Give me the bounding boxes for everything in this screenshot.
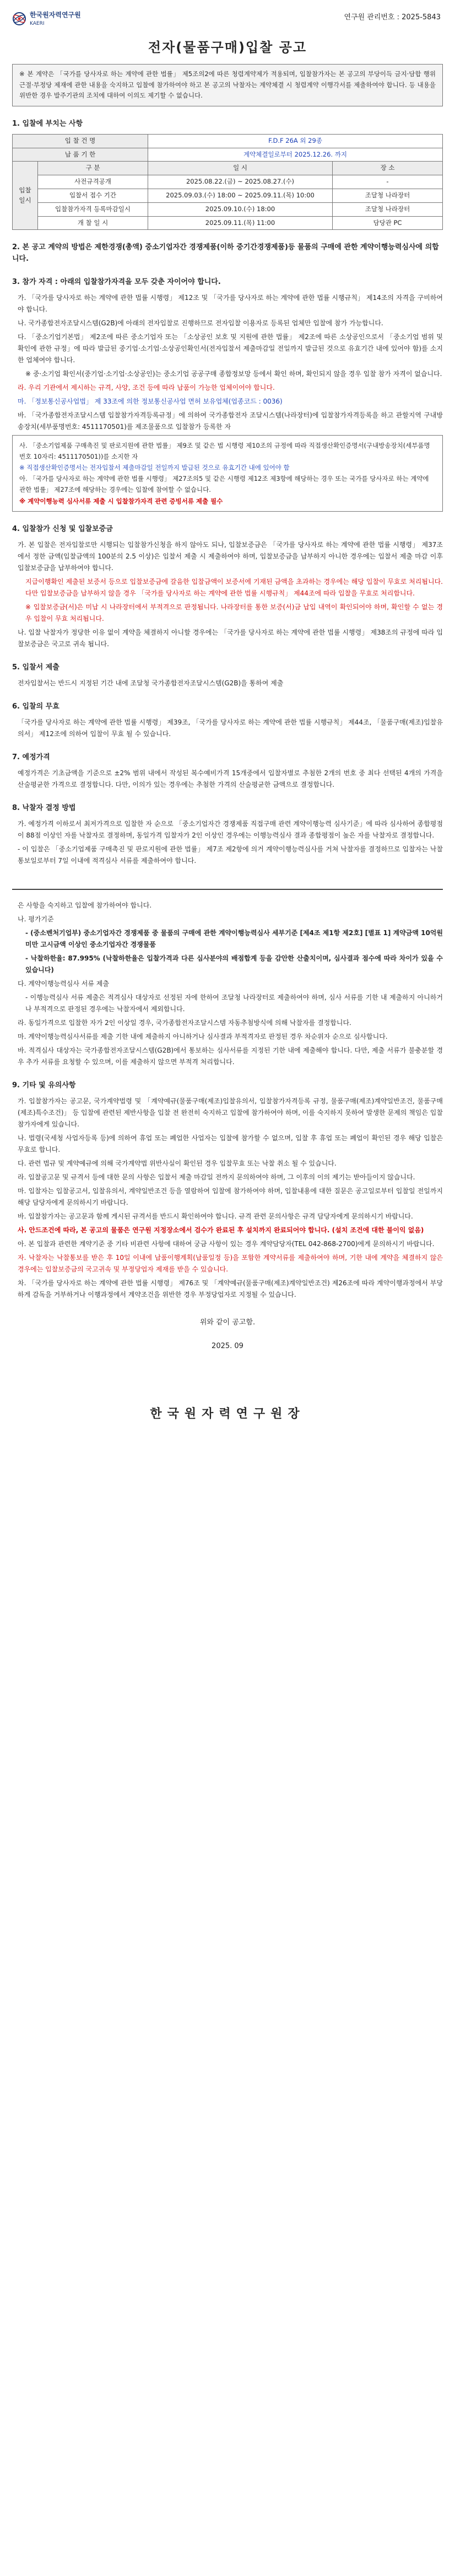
sec3box-p1a: ※ 직접생산확인증명서는 전자입찰서 제출마감일 전일까지 발급된 것으로 유효기간 내에 있어야 함 [19, 464, 290, 472]
sec8b-p4: 마. 계약이행능력심사서류를 제출 기한 내에 제출하지 아니하거나 심사결과 부적격자로 판정된 경우 차순위자 순으로 심사합니다. [18, 1033, 388, 1041]
sec6-title: 6. 입찰의 무효 [12, 702, 59, 711]
sec8b-p3: 라. 동일가격으로 입찰한 자가 2인 이상일 경우, 국가종합전자조달시스템 자동추첨방식에 의해 낙찰자를 결정합니다. [18, 1019, 351, 1027]
row-kind: 입찰서 접수 기간 [38, 189, 148, 203]
header [0, 0, 455, 61]
sec3-p6: 바. 「국가종합전자조달시스템 입찰참가자격등록규정」에 의하여 국가종합전자 조달시스템(나라장터)에 입찰참가자격등록을 하고 관할지역 구내방송장치(세부품명번호: 4511170501)를 제조물품으로 입찰참가 등록한 자 [18, 411, 443, 431]
sec8b-p1a: - (중소벤처기업부) 중소기업자간 경쟁제품 중 물품의 구매에 관한 계약이행능력심사 세부기준 [제4조 제1항 제2호] [별표 1] 계약금액 10억원 미만 고시금액 이상인 중소기업자간 경쟁물품 [25, 929, 443, 949]
sec5-p1: 전자입찰서는 반드시 지정된 기간 내에 조달청 국가종합전자조달시스템(G2B)을 통하여 제출 [18, 679, 284, 687]
org-name: 한국원자력연구원 [30, 11, 81, 19]
sec3-p2: 나. 국가종합전자조달시스템(G2B)에 아래의 전자입찰로 진행하므로 전자입찰 이용자로 등록된 업체만 입찰에 참가 가능합니다. [18, 319, 383, 327]
kaeri-logo-icon [12, 12, 26, 26]
sec9-p7: 사. 안드조건에 따라, 본 공고의 물품은 연구원 지정장소에서 검수가 완료된 후 설치까지 완료되어야 합니다. (설치 조건에 대한 불이익 없음) [18, 1226, 424, 1235]
table-row [13, 189, 443, 203]
name-value: F.D.F 26A 외 29종 [148, 134, 443, 148]
col-place: 장 소 [333, 162, 443, 175]
sec9-p10: 차. 「국가를 당사자로 하는 계약에 관한 법률 시행령」 제76조 및 「계약예규(물품구매(제조)계약일반조건) 제26조에 따라 계약이행과정에서 부당하게 감독을 거부하거나 이행과정에서 계약조건을 위반한 경우 부정당업자로 지정될 수 있습니다. [18, 1279, 443, 1299]
table-row [13, 175, 443, 189]
sec8b-p2: 다. 계약이행능력심사 서류 제출 [18, 980, 109, 988]
sec9-p2: 나. 법령(국세청 사업자등록 등)에 의하여 휴업 또는 폐업한 사업자는 입찰에 참가할 수 없으며, 입찰 후 휴업 또는 폐업이 확인된 경우 해당 입찰은 무효로 합니다. [18, 1134, 443, 1154]
logo [12, 10, 81, 28]
row-kind: 사전규격공개 [38, 175, 148, 189]
sec8b-p2a: - 이행능력심사 서류 제출은 적격심사 대상자로 선정된 자에 한하여 조달청 나라장터로 제출하여야 하며, 심사 서류를 기한 내 제출하지 아니하거나 부적격으로 판정된 경우에는 낙찰자에서 제외합니다. [25, 994, 443, 1013]
sec9-p8: 아. 본 입찰과 관련한 계약기준 중 기타 비관련 사항에 대하여 궁금 사항이 있는 경우 계약담당자(TEL 042-868-2700)에게 문의하시기 바랍니다. [18, 1240, 435, 1248]
sec4-title: 4. 입찰참가 신청 및 입찰보증금 [12, 524, 113, 533]
sec8b-p0: 은 사항을 숙지하고 입찰에 참가하여야 합니다. [18, 901, 152, 910]
sec9-p3: 다. 관련 법규 및 계약예규에 의해 국가계약법 위반사실이 확인된 경우 입찰무효 또는 낙찰 취소 될 수 있습니다. [18, 1160, 337, 1168]
sec8-p1: 가. 예정가격 이하로서 최저가격으로 입찰한 자 순으로 「중소기업자간 경쟁제품 직접구매 관련 계약이행능력 심사기준」에 따라 심사하여 종합평점이 88점 이상인 자를 낙찰자로 결정하며, 동일가격 입찰자가 2인 이상인 경우에는 이행능력심사 결과 종합평점이 높은 자를 낙찰자로 결정합니다. [18, 820, 443, 840]
row-place: 담당관 PC [333, 216, 443, 230]
sec4-p2: 나. 입찰 낙찰자가 정당한 이유 없이 계약을 체결하지 아니할 경우에는 「국가를 당사자로 하는 계약에 관한 법률 시행령」 제38조의 규정에 따라 입찰보증금은 국고로 귀속 됩니다. [18, 628, 443, 648]
page-title: 전자(물품구매)입찰 공고 [148, 40, 307, 55]
sec3-p3: 다. 「중소기업기본법」 제2조에 따른 중소기업자 또는 「소상공인 보호 및 지원에 관한 법률」 제2조에 따른 소상공인으로서 「중소기업 범위 및 확인에 관한 규정」에 따라 발급된 중기업·소기업·소상공인확인서(전자입찰서 제출마감일 전일까지 발급된 것으로 유효기간 내에 있어야 함)를 소지한 업체여야 합니다. [18, 332, 443, 364]
sec4-p1: 가. 본 입찰은 전자입찰로만 시행되는 입찰참가신청을 하지 않아도 되나, 입찰보증금은 「국가를 당사자로 하는 계약에 관한 법률 시행령」 제37조에서 정한 금액(입찰금액의 100분의 2.5 이상)은 입찰서 제출 시 제출하여야 하며, 입찰보증금을 납부하지 아니한 경우에는 입찰서 제출 마감 이후 입찰보증금을 납부하여야 합니다. [18, 540, 443, 572]
row-kind: 개 찰 일 시 [38, 216, 148, 230]
page-divider [12, 889, 443, 890]
sec4-p1b: ※ 입찰보증금(서)은 미납 시 나라장터에서 부적격으로 판정됩니다. 나라장터를 통한 보증(서)금 납입 내역이 확인되어야 하며, 확인할 수 없는 경우 입찰이 무효 처리됩니다. [25, 603, 443, 622]
row-place: - [333, 175, 443, 189]
sec7-p1: 예정가격은 기초금액을 기준으로 ±2% 범위 내에서 작성된 복수예비가격 15개중에서 입찰자별로 추첨한 2개의 번호 중 최다 선택된 4개의 가격을 산술평균한 가격으로 결정합니다. 다만, 이의가 있는 경우에는 추첨한 가격의 산술평균한 금액으로 결정합니다. [18, 769, 443, 789]
period-label: 납 품 기 한 [13, 148, 148, 162]
sec3-p4: 라. 우리 기관에서 제시하는 규격, 사양, 조건 등에 따라 납품이 가능한 업체이어야 합니다. [18, 383, 275, 391]
sec3-title: 3. 참가 자격 : 아래의 입찰참가자격을 모두 갖춘 자이어야 합니다. [12, 277, 221, 286]
sec9-p4: 라. 입찰공고문 및 규격서 등에 대한 문의 사항은 입찰서 제출 마감일 전까지 문의하여야 하며, 그 이후의 이의 제기는 받아들이지 않습니다. [18, 1173, 415, 1182]
row-date: 2025.09.11.(목) 11:00 [148, 216, 333, 230]
sec3-p5: 마. 「정보통신공사업법」 제 33조에 의한 정보통신공사업 면허 보유업체(업종코드 : 0036) [18, 397, 283, 405]
main-content [12, 64, 443, 1424]
org-name-en: KAERI [30, 20, 45, 26]
sec9-p1: 가. 입찰참가자는 공고문, 국가계약법령 및 「계약예규(물품구매(제조)입찰유의서, 입찰참가자격등록 규정, 물품구매(제조)계약일반조건, 물품구매(제조)특수조건)」 등 입찰에 관련된 제반사항을 입찰 전 완전히 숙지하고 입찰에 참가하여야 하며, 이를 숙지하지 못하여 발생한 문제의 책임은 입찰참가자에게 있습니다. [18, 1097, 443, 1129]
sec1-title: 1. 입찰에 부치는 사항 [12, 119, 83, 128]
doc-number: 연구원 관리번호 : 2025-5843 [344, 13, 441, 22]
sec3box-p2: 아. 「국가를 당사자로 하는 계약에 관한 법률 시행령」 제27조의5 및 같은 시행령 제12조 제3항에 해당하는 경우 또는 국가를 당사자로 하는 계약에 관한 법률」 제27조에 해당하는 경우에는 입찰에 참여할 수 없습니다. [19, 475, 429, 494]
row-place: 조달청 나라장터 [333, 202, 443, 216]
sec8b-p1: 나. 평가기준 [18, 915, 54, 924]
name-label: 입 찰 건 명 [13, 134, 148, 148]
row-kind: 입찰참가자격 등록마감일시 [38, 202, 148, 216]
row-place: 조달청 나라장터 [333, 189, 443, 203]
sec5-title: 5. 입찰서 제출 [12, 663, 59, 672]
sec3-p3a: ※ 중·소기업 확인서(중기업·소기업·소상공인)는 중소기업 공공구매 종합정보망 등에서 확인 하며, 확인되지 않을 경우 입찰 참가 자격이 없습니다. [25, 369, 442, 378]
period-value: 계약체결일로부터 2025.12.26. 까지 [148, 148, 443, 162]
sec3box-p2a: ※ 계약이행능력 심사서류 제출 시 입찰참가자격 관련 증빙서류 제출 필수 [19, 497, 223, 505]
row-date: 2025.08.22.(금) ~ 2025.08.27.(수) [148, 175, 333, 189]
sec6-p1: 「국가를 당사자로 하는 계약에 관한 법률 시행령」 제39조, 「국가를 당사자로 하는 계약에 관한 법률 시행규칙」 제44조, 「물품구매(제조)입찰유의서」 제12조에 의하여 입찰이 무효 될 수 있습니다. [18, 718, 443, 738]
col-kind: 구 분 [38, 162, 148, 175]
notice-box: ※ 본 계약은 「국가를 당사자로 하는 계약에 관한 법률」 제5조의2에 따른 청렴계약제가 적용되며, 입찰참가자는 본 공고의 부당이득 금지·담합 행위 근절·부정당 제재에 관한 내용을 숙지하고 입찰에 참가하여야 하고 본 공고의 낙찰자는 계약체결 시 청렴계약 이행각서를 제출하여야 합니다. 등 내용을 위반한 경우 발주기관의 조치에 대하여 이의도 제기할 수 없습니다. [12, 64, 443, 106]
sec8-p2: - 이 입찰은 「중소기업제품 구매촉진 및 판로지원에 관한 법률」 제7조 제2항에 의거 계약이행능력심사를 거쳐 낙찰자를 결정하므로 입찰자는 낙찰 통보일로부터 7일 이내에 적격심사 서류를 제출하여야 합니다. [18, 845, 443, 865]
sec3-p1: 가. 「국가를 당사자로 하는 계약에 관한 법률 시행령」 제12조 및 「국가를 당사자로 하는 계약에 관한 법률 시행규칙」 제14조의 자격을 구비하여야 합니다. [18, 293, 443, 313]
sec9-p5: 마. 입찰자는 입찰공고서, 입찰유의서, 계약일반조건 등을 열람하여 입찰에 참가하여야 하며, 입찰내용에 대한 질문은 공고일로부터 입찰일 전일까지 해당 담당자에게 문의하시기 바랍니다. [18, 1187, 443, 1207]
table-row [13, 202, 443, 216]
sec3box-p1: 사. 「중소기업제품 구매촉진 및 판로지원에 관한 법률」 제9조 및 같은 법 시행령 제10조의 규정에 따라 직접생산확인증명서(구내방송장치(세부품명번호 10자리: 4511170501))를 소지한 자 [19, 441, 430, 461]
sec8-title: 8. 낙찰자 결정 방법 [12, 804, 76, 813]
closing-text: 위와 같이 공고함. [199, 1318, 256, 1327]
sec8b-p5: 바. 적격심사 대상자는 국가종합전자조달시스템(G2B)에서 통보하는 심사서류를 지정된 기한 내에 제출해야 합니다. 다만, 제출 서류가 불충분할 경우 추가 서류를 요청할 수 있으며, 이를 제출하지 않으면 부적격 처리합니다. [18, 1046, 443, 1066]
row-date: 2025.09.10.(수) 18:00 [148, 202, 333, 216]
sched-label: 입찰일시 [13, 162, 38, 230]
table-row [13, 216, 443, 230]
sec9-p6: 바. 입찰참가자는 공고문과 함께 게시된 규격서를 반드시 확인하여야 합니다. 규격 관련 문의사항은 규격 담당자에게 문의하시기 바랍니다. [18, 1212, 413, 1221]
sec3-box [12, 435, 443, 512]
issuer-name: 한국원자력연구원장 [150, 1407, 305, 1421]
sec8b-p1b: - 낙찰하한율: 87.995% (낙찰하한율은 입찰가격과 다른 심사분야의 배점합계 등을 감안한 산출치이며, 심사결과 점수에 따라 차이가 있을 수 있습니다) [25, 954, 443, 974]
col-date: 일 시 [148, 162, 333, 175]
sec9-p9: 자. 낙찰자는 낙찰통보를 받은 후 10일 이내에 납품이행계획(납품일정 등)을 포함한 계약서류를 제출하여야 하며, 기한 내에 계약을 체결하지 않은 경우에는 입찰보증금의 국고귀속 및 부정당업자 제재를 받을 수 있습니다. [18, 1254, 443, 1274]
row-date: 2025.09.03.(수) 18:00 ~ 2025.09.11.(목) 10:00 [148, 189, 333, 203]
sec7-title: 7. 예정가격 [12, 753, 50, 762]
sec2-title: 2. 본 공고 계약의 방법은 제한경쟁(총액) 중소기업자간 경쟁제품(이하 중기간경쟁제품)등 물품의 구매에 관한 계약이행능력심사에 의합니다. [12, 243, 439, 263]
bid-info-table [12, 134, 443, 230]
announce-date: 2025. 09 [212, 1341, 243, 1350]
sec4-p1a: 지급이행확인 제출된 보증서 등으로 입찰보증금에 갈음한 입찰금액이 보증서에 기재된 금액을 초과하는 경우에는 해당 입찰이 무효로 처리됩니다. 다만 입찰보증금을 납부하지 않을 경우 「국가를 당사자로 하는 계약에 관한 법률 시행규칙」 제44조에 따라 입찰을 무효로 처리합니다. [25, 577, 443, 597]
sec9-title: 9. 기타 및 유의사항 [12, 1081, 76, 1090]
